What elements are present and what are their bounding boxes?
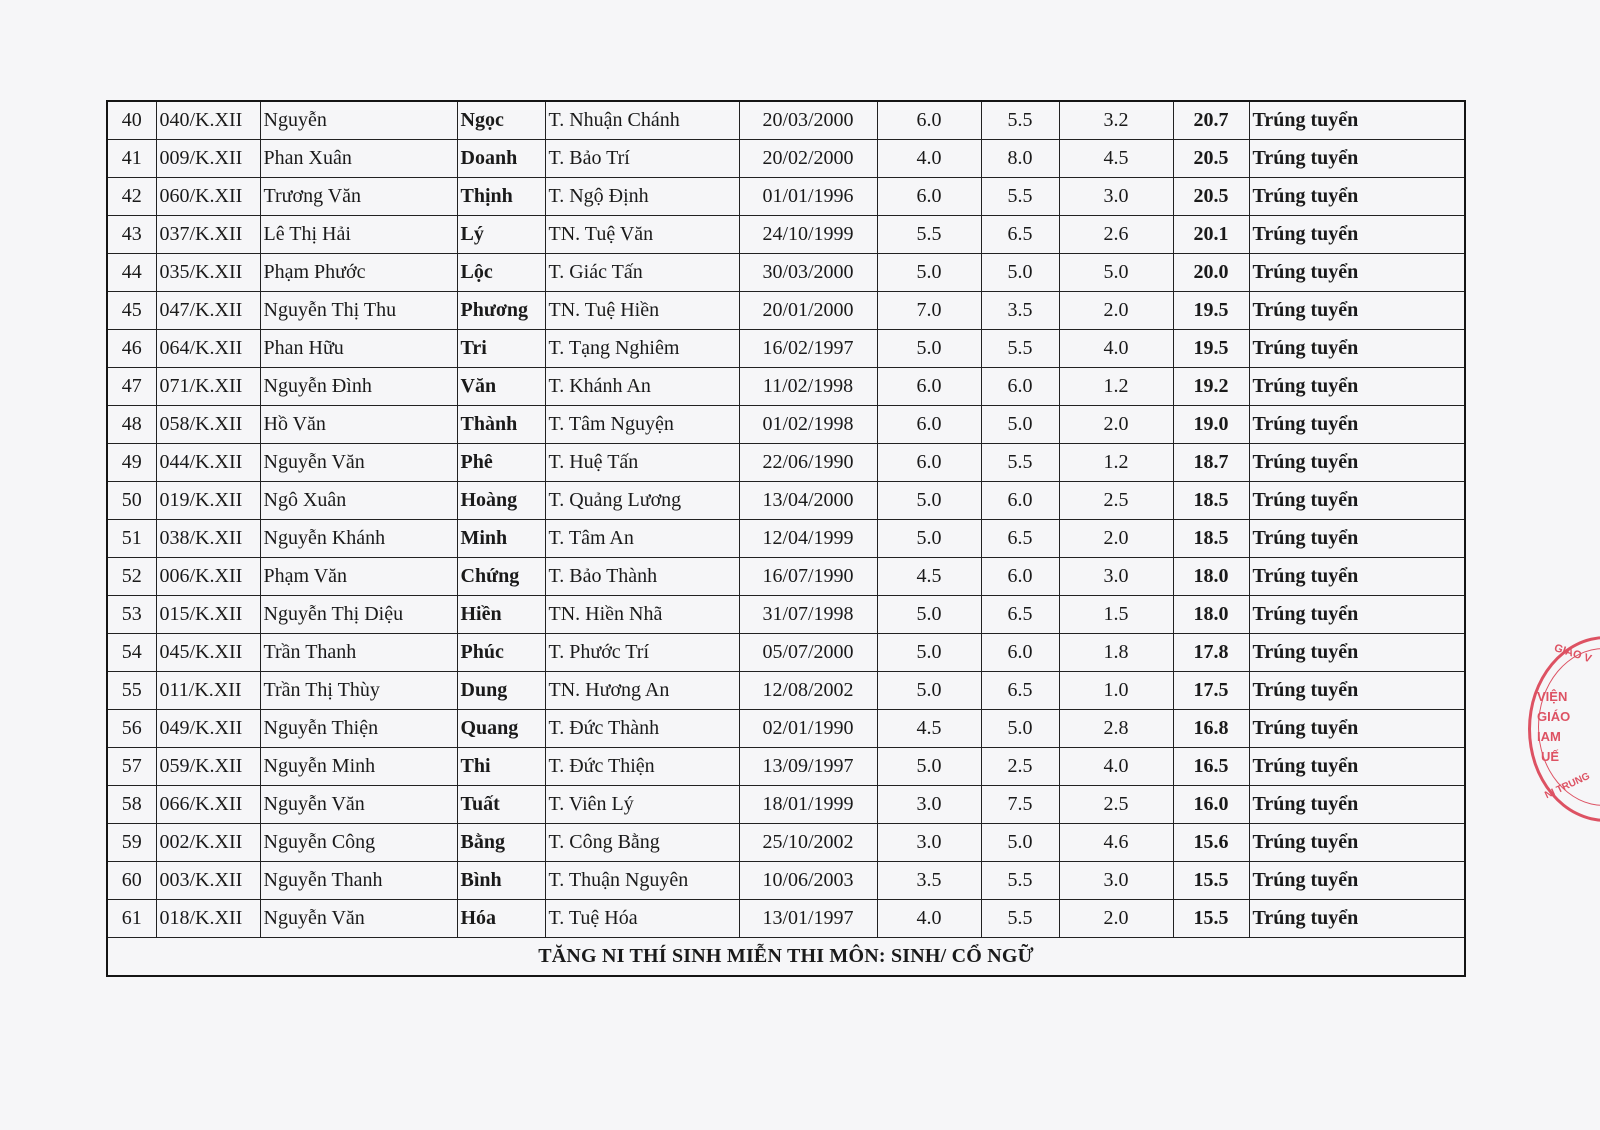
first-name-cell: Phê [457,444,545,482]
score-3-cell: 4.0 [1059,748,1173,786]
first-name-cell: Thi [457,748,545,786]
temple-name-cell: T. Bảo Trí [545,140,739,178]
score-1-cell: 4.5 [877,558,981,596]
total-score-cell: 15.5 [1173,862,1249,900]
candidate-code-cell: 006/K.XII [156,558,260,596]
result-status-cell: Trúng tuyển [1249,444,1465,482]
results-table [106,100,1466,977]
table-row [107,292,1465,330]
row-number-cell: 59 [107,824,156,862]
total-score-cell: 17.8 [1173,634,1249,672]
row-number-cell: 56 [107,710,156,748]
row-number-cell: 45 [107,292,156,330]
total-score-cell: 18.5 [1173,520,1249,558]
total-score-cell: 20.1 [1173,216,1249,254]
score-2-cell: 5.5 [981,862,1059,900]
row-number-cell: 46 [107,330,156,368]
total-score-cell: 18.7 [1173,444,1249,482]
temple-name-cell: TN. Tuệ Hiền [545,292,739,330]
last-name-cell: Phan Hữu [260,330,457,368]
first-name-cell: Chứng [457,558,545,596]
row-number-cell: 51 [107,520,156,558]
row-number-cell: 48 [107,406,156,444]
score-3-cell: 2.0 [1059,900,1173,938]
temple-name-cell: T. Khánh An [545,368,739,406]
last-name-cell: Hồ Văn [260,406,457,444]
last-name-cell: Nguyễn Minh [260,748,457,786]
seal-text-line: GIÁO V [1552,642,1593,666]
score-3-cell: 2.0 [1059,406,1173,444]
table-row [107,444,1465,482]
temple-name-cell: T. Tâm Nguyện [545,406,739,444]
birth-date-cell: 22/06/1990 [739,444,877,482]
seal-text-line: VIỆN [1537,689,1568,704]
last-name-cell: Nguyễn Khánh [260,520,457,558]
temple-name-cell: T. Viên Lý [545,786,739,824]
result-status-cell: Trúng tuyển [1249,634,1465,672]
result-status-cell: Trúng tuyển [1249,330,1465,368]
table-row [107,786,1465,824]
total-score-cell: 19.2 [1173,368,1249,406]
candidate-code-cell: 002/K.XII [156,824,260,862]
score-2-cell: 6.0 [981,558,1059,596]
last-name-cell: Nguyễn Văn [260,900,457,938]
seal-text-line: NI TRUNG [1543,770,1592,802]
table-row [107,101,1465,140]
score-2-cell: 6.5 [981,672,1059,710]
last-name-cell: Nguyễn Thanh [260,862,457,900]
score-1-cell: 5.0 [877,596,981,634]
birth-date-cell: 12/08/2002 [739,672,877,710]
table-row [107,634,1465,672]
score-3-cell: 1.2 [1059,368,1173,406]
score-2-cell: 6.0 [981,482,1059,520]
row-number-cell: 44 [107,254,156,292]
temple-name-cell: T. Giác Tấn [545,254,739,292]
score-2-cell: 5.0 [981,824,1059,862]
score-2-cell: 7.5 [981,786,1059,824]
last-name-cell: Phạm Văn [260,558,457,596]
result-status-cell: Trúng tuyển [1249,254,1465,292]
score-2-cell: 5.5 [981,330,1059,368]
red-seal-stamp [1528,636,1600,822]
score-1-cell: 5.0 [877,520,981,558]
temple-name-cell: T. Tâm An [545,520,739,558]
score-2-cell: 5.0 [981,710,1059,748]
score-3-cell: 2.6 [1059,216,1173,254]
score-2-cell: 5.5 [981,900,1059,938]
section-title-row [107,938,1465,977]
score-1-cell: 3.5 [877,862,981,900]
first-name-cell: Quang [457,710,545,748]
score-1-cell: 6.0 [877,101,981,140]
candidate-code-cell: 045/K.XII [156,634,260,672]
last-name-cell: Ngô Xuân [260,482,457,520]
temple-name-cell: T. Thuận Nguyên [545,862,739,900]
first-name-cell: Minh [457,520,545,558]
birth-date-cell: 01/01/1996 [739,178,877,216]
candidate-code-cell: 011/K.XII [156,672,260,710]
result-status-cell: Trúng tuyển [1249,710,1465,748]
first-name-cell: Tri [457,330,545,368]
result-status-cell: Trúng tuyển [1249,824,1465,862]
birth-date-cell: 16/02/1997 [739,330,877,368]
score-3-cell: 4.6 [1059,824,1173,862]
total-score-cell: 16.5 [1173,748,1249,786]
table-row [107,178,1465,216]
total-score-cell: 19.0 [1173,406,1249,444]
row-number-cell: 47 [107,368,156,406]
first-name-cell: Tuất [457,786,545,824]
table-row [107,216,1465,254]
score-1-cell: 5.0 [877,482,981,520]
score-2-cell: 5.5 [981,444,1059,482]
total-score-cell: 18.5 [1173,482,1249,520]
total-score-cell: 20.5 [1173,140,1249,178]
temple-name-cell: TN. Hiền Nhã [545,596,739,634]
last-name-cell: Trần Thị Thùy [260,672,457,710]
birth-date-cell: 01/02/1998 [739,406,877,444]
birth-date-cell: 16/07/1990 [739,558,877,596]
total-score-cell: 18.0 [1173,596,1249,634]
temple-name-cell: T. Tuệ Hóa [545,900,739,938]
temple-name-cell: TN. Tuệ Văn [545,216,739,254]
score-2-cell: 8.0 [981,140,1059,178]
row-number-cell: 40 [107,101,156,140]
candidate-code-cell: 049/K.XII [156,710,260,748]
score-2-cell: 6.0 [981,368,1059,406]
score-2-cell: 6.5 [981,596,1059,634]
last-name-cell: Nguyễn Công [260,824,457,862]
candidate-code-cell: 047/K.XII [156,292,260,330]
results-body [107,101,1465,938]
candidate-code-cell: 071/K.XII [156,368,260,406]
candidate-code-cell: 064/K.XII [156,330,260,368]
last-name-cell: Nguyễn Thiện [260,710,457,748]
score-3-cell: 2.0 [1059,520,1173,558]
row-number-cell: 53 [107,596,156,634]
table-row [107,482,1465,520]
table-row [107,824,1465,862]
row-number-cell: 42 [107,178,156,216]
temple-name-cell: T. Đức Thành [545,710,739,748]
candidate-code-cell: 018/K.XII [156,900,260,938]
score-1-cell: 6.0 [877,178,981,216]
birth-date-cell: 13/04/2000 [739,482,877,520]
candidate-code-cell: 058/K.XII [156,406,260,444]
seal-text-line: UẾ [1541,749,1560,764]
result-status-cell: Trúng tuyển [1249,178,1465,216]
result-status-cell: Trúng tuyển [1249,672,1465,710]
birth-date-cell: 05/07/2000 [739,634,877,672]
result-status-cell: Trúng tuyển [1249,900,1465,938]
score-3-cell: 1.5 [1059,596,1173,634]
score-2-cell: 6.0 [981,634,1059,672]
score-2-cell: 2.5 [981,748,1059,786]
score-3-cell: 1.2 [1059,444,1173,482]
total-score-cell: 18.0 [1173,558,1249,596]
result-status-cell: Trúng tuyển [1249,292,1465,330]
result-status-cell: Trúng tuyển [1249,101,1465,140]
score-3-cell: 2.0 [1059,292,1173,330]
total-score-cell: 20.5 [1173,178,1249,216]
birth-date-cell: 31/07/1998 [739,596,877,634]
table-row [107,862,1465,900]
first-name-cell: Phương [457,292,545,330]
table-row [107,900,1465,938]
birth-date-cell: 18/01/1999 [739,786,877,824]
last-name-cell: Phan Xuân [260,140,457,178]
score-1-cell: 6.0 [877,406,981,444]
birth-date-cell: 11/02/1998 [739,368,877,406]
temple-name-cell: TN. Hương An [545,672,739,710]
result-status-cell: Trúng tuyển [1249,558,1465,596]
first-name-cell: Hóa [457,900,545,938]
total-score-cell: 20.7 [1173,101,1249,140]
seal-text-line: GIÁO [1537,709,1571,724]
score-3-cell: 3.0 [1059,178,1173,216]
row-number-cell: 43 [107,216,156,254]
total-score-cell: 20.0 [1173,254,1249,292]
birth-date-cell: 20/02/2000 [739,140,877,178]
score-1-cell: 6.0 [877,368,981,406]
birth-date-cell: 12/04/1999 [739,520,877,558]
total-score-cell: 15.6 [1173,824,1249,862]
candidate-code-cell: 015/K.XII [156,596,260,634]
table-row [107,330,1465,368]
result-status-cell: Trúng tuyển [1249,216,1465,254]
result-status-cell: Trúng tuyển [1249,596,1465,634]
score-3-cell: 2.5 [1059,482,1173,520]
row-number-cell: 58 [107,786,156,824]
temple-name-cell: T. Bảo Thành [545,558,739,596]
last-name-cell: Lê Thị Hải [260,216,457,254]
total-score-cell: 16.8 [1173,710,1249,748]
last-name-cell: Trương Văn [260,178,457,216]
last-name-cell: Trần Thanh [260,634,457,672]
first-name-cell: Thành [457,406,545,444]
score-3-cell: 2.8 [1059,710,1173,748]
score-1-cell: 5.0 [877,634,981,672]
birth-date-cell: 25/10/2002 [739,824,877,862]
score-2-cell: 6.5 [981,216,1059,254]
row-number-cell: 41 [107,140,156,178]
score-1-cell: 7.0 [877,292,981,330]
total-score-cell: 16.0 [1173,786,1249,824]
table-row [107,368,1465,406]
candidate-code-cell: 003/K.XII [156,862,260,900]
score-2-cell: 5.0 [981,254,1059,292]
birth-date-cell: 13/09/1997 [739,748,877,786]
table-row [107,406,1465,444]
score-3-cell: 1.8 [1059,634,1173,672]
score-1-cell: 4.0 [877,900,981,938]
score-1-cell: 4.0 [877,140,981,178]
first-name-cell: Bình [457,862,545,900]
first-name-cell: Lộc [457,254,545,292]
first-name-cell: Dung [457,672,545,710]
score-1-cell: 3.0 [877,824,981,862]
first-name-cell: Lý [457,216,545,254]
total-score-cell: 17.5 [1173,672,1249,710]
first-name-cell: Hiền [457,596,545,634]
score-2-cell: 5.0 [981,406,1059,444]
table-row [107,596,1465,634]
score-1-cell: 5.0 [877,330,981,368]
last-name-cell: Nguyễn Văn [260,444,457,482]
candidate-code-cell: 040/K.XII [156,101,260,140]
score-3-cell: 3.2 [1059,101,1173,140]
score-3-cell: 4.0 [1059,330,1173,368]
birth-date-cell: 10/06/2003 [739,862,877,900]
first-name-cell: Hoàng [457,482,545,520]
score-3-cell: 5.0 [1059,254,1173,292]
score-1-cell: 3.0 [877,786,981,824]
section-title: TĂNG NI THÍ SINH MIỄN THI MÔN: SINH/ CỔ NGỮ [107,938,1465,977]
candidate-code-cell: 066/K.XII [156,786,260,824]
candidate-code-cell: 019/K.XII [156,482,260,520]
row-number-cell: 49 [107,444,156,482]
row-number-cell: 60 [107,862,156,900]
birth-date-cell: 20/03/2000 [739,101,877,140]
result-status-cell: Trúng tuyển [1249,520,1465,558]
result-status-cell: Trúng tuyển [1249,482,1465,520]
table-row [107,140,1465,178]
score-1-cell: 5.0 [877,254,981,292]
row-number-cell: 61 [107,900,156,938]
first-name-cell: Thịnh [457,178,545,216]
score-2-cell: 3.5 [981,292,1059,330]
temple-name-cell: T. Công Bằng [545,824,739,862]
table-row [107,748,1465,786]
candidate-code-cell: 044/K.XII [156,444,260,482]
candidate-code-cell: 035/K.XII [156,254,260,292]
score-1-cell: 5.5 [877,216,981,254]
score-3-cell: 2.5 [1059,786,1173,824]
result-status-cell: Trúng tuyển [1249,786,1465,824]
score-3-cell: 3.0 [1059,862,1173,900]
row-number-cell: 52 [107,558,156,596]
temple-name-cell: T. Đức Thiện [545,748,739,786]
score-3-cell: 1.0 [1059,672,1173,710]
seal-text-line: IAM [1537,729,1561,744]
temple-name-cell: T. Tạng Nghiêm [545,330,739,368]
candidate-code-cell: 037/K.XII [156,216,260,254]
table-row [107,710,1465,748]
table-row [107,254,1465,292]
candidate-code-cell: 060/K.XII [156,178,260,216]
last-name-cell: Nguyễn [260,101,457,140]
candidate-code-cell: 009/K.XII [156,140,260,178]
last-name-cell: Nguyễn Đình [260,368,457,406]
temple-name-cell: T. Phước Trí [545,634,739,672]
last-name-cell: Nguyễn Thị Thu [260,292,457,330]
row-number-cell: 57 [107,748,156,786]
total-score-cell: 19.5 [1173,292,1249,330]
candidate-code-cell: 038/K.XII [156,520,260,558]
last-name-cell: Nguyễn Văn [260,786,457,824]
score-2-cell: 5.5 [981,101,1059,140]
birth-date-cell: 24/10/1999 [739,216,877,254]
candidate-code-cell: 059/K.XII [156,748,260,786]
temple-name-cell: T. Quảng Lương [545,482,739,520]
last-name-cell: Nguyễn Thị Diệu [260,596,457,634]
total-score-cell: 19.5 [1173,330,1249,368]
temple-name-cell: T. Nhuận Chánh [545,101,739,140]
table-row [107,672,1465,710]
score-3-cell: 3.0 [1059,558,1173,596]
row-number-cell: 54 [107,634,156,672]
score-3-cell: 4.5 [1059,140,1173,178]
score-2-cell: 5.5 [981,178,1059,216]
result-status-cell: Trúng tuyển [1249,140,1465,178]
first-name-cell: Doanh [457,140,545,178]
total-score-cell: 15.5 [1173,900,1249,938]
temple-name-cell: T. Ngộ Định [545,178,739,216]
score-1-cell: 6.0 [877,444,981,482]
table-row [107,558,1465,596]
first-name-cell: Văn [457,368,545,406]
birth-date-cell: 30/03/2000 [739,254,877,292]
result-status-cell: Trúng tuyển [1249,368,1465,406]
first-name-cell: Phúc [457,634,545,672]
birth-date-cell: 02/01/1990 [739,710,877,748]
score-2-cell: 6.5 [981,520,1059,558]
birth-date-cell: 20/01/2000 [739,292,877,330]
temple-name-cell: T. Huệ Tấn [545,444,739,482]
row-number-cell: 55 [107,672,156,710]
result-status-cell: Trúng tuyển [1249,862,1465,900]
score-1-cell: 4.5 [877,710,981,748]
first-name-cell: Bằng [457,824,545,862]
table-row [107,520,1465,558]
birth-date-cell: 13/01/1997 [739,900,877,938]
score-1-cell: 5.0 [877,748,981,786]
row-number-cell: 50 [107,482,156,520]
result-status-cell: Trúng tuyển [1249,406,1465,444]
score-1-cell: 5.0 [877,672,981,710]
result-status-cell: Trúng tuyển [1249,748,1465,786]
first-name-cell: Ngọc [457,101,545,140]
last-name-cell: Phạm Phước [260,254,457,292]
